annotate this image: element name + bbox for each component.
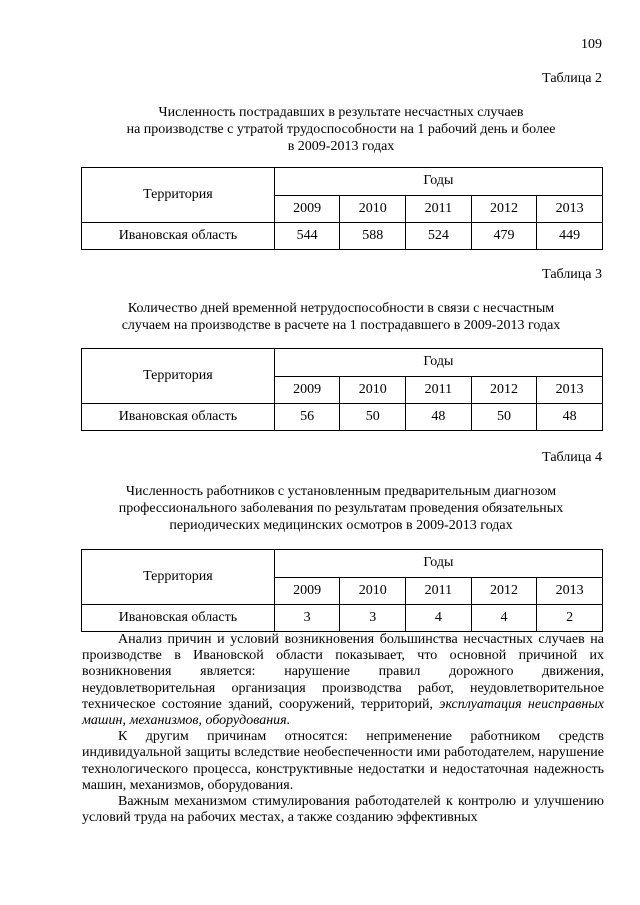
table-4-title-line: периодических медицинских осмотров в 2009-2013 годах: [169, 518, 513, 533]
value-cell: 544: [274, 223, 340, 250]
row-label: Ивановская область: [82, 223, 275, 250]
header-territory: Территория: [82, 168, 275, 223]
table-4-title: [78, 483, 604, 534]
table-row: [82, 223, 603, 250]
table-3-title-line: случаем на производстве в расчете на 1 пострадавшего в 2009-2013 годах: [121, 318, 561, 333]
value-cell: 479: [471, 223, 537, 250]
year-cell: 2009: [274, 195, 340, 223]
header-years: Годы: [274, 550, 602, 578]
value-cell: 48: [537, 404, 603, 431]
year-cell: 2011: [406, 376, 472, 404]
value-cell: 3: [340, 605, 406, 632]
value-cell: 4: [406, 605, 472, 632]
table-row: [82, 605, 603, 632]
paragraph-text: Анализ причин и условий возникновения большинства несчастных случаев на производстве в Ивановской области показывает, что основной причиной их возникновения является: нарушение правил дорожного движения, неудовлетворительная организация производства работ, неудовлетворительное техническое состояние зданий, сооружений, территорий,: [82, 632, 604, 712]
value-cell: 524: [406, 223, 472, 250]
year-cell: 2010: [340, 577, 406, 605]
table-4-title-line: Численность работников с установленным предварительным диагнозом: [125, 484, 557, 499]
year-cell: 2011: [406, 195, 472, 223]
year-cell: 2010: [340, 376, 406, 404]
table-2-title-line: Численность пострадавших в результате несчастных случаев: [158, 105, 524, 120]
table-3-title: [78, 300, 604, 334]
value-cell: 56: [274, 404, 340, 431]
value-cell: 3: [274, 605, 340, 632]
year-cell: 2013: [537, 195, 603, 223]
value-cell: 2: [537, 605, 603, 632]
year-cell: 2013: [537, 577, 603, 605]
table-2-label: Таблица 2: [542, 71, 602, 86]
row-label: Ивановская область: [82, 605, 275, 632]
table-2-title-line: в 2009-2013 годах: [287, 139, 395, 154]
table-2-title-line: на производстве с утратой трудоспособности на 1 рабочий день и более: [126, 122, 556, 137]
value-cell: 50: [471, 404, 537, 431]
table-4: [81, 549, 603, 632]
year-cell: 2012: [471, 376, 537, 404]
year-cell: 2012: [471, 195, 537, 223]
table-2: [81, 167, 603, 250]
year-cell: 2010: [340, 195, 406, 223]
value-cell: 588: [340, 223, 406, 250]
table-row: [82, 404, 603, 431]
year-cell: 2009: [274, 376, 340, 404]
paragraph-italic-text: эксплуатация неисправных машин, механизмов, оборудования.: [82, 696, 604, 729]
value-cell: 48: [406, 404, 472, 431]
year-cell: 2013: [537, 376, 603, 404]
header-territory: Территория: [82, 550, 275, 605]
value-cell: 50: [340, 404, 406, 431]
page-number: 109: [581, 37, 602, 52]
body-text: [82, 632, 604, 826]
table-3-title-line: Количество дней временной нетрудоспособности в связи с несчастным: [127, 301, 555, 316]
paragraph: К другим причинам относятся: неприменение работником средств индивидуальной защиты вследствие необеспеченности ими работодателем, нарушение технологического процесса, конструктивные недостатки и недостаточная надежность машин, механизмов, оборудования.: [82, 729, 604, 793]
table-3-label: Таблица 3: [542, 267, 602, 282]
year-cell: 2011: [406, 577, 472, 605]
table-4-label: Таблица 4: [542, 450, 602, 465]
header-years: Годы: [274, 168, 602, 196]
value-cell: 4: [471, 605, 537, 632]
header-territory: Территория: [82, 349, 275, 404]
table-3: [81, 348, 603, 431]
year-cell: 2012: [471, 577, 537, 605]
row-label: Ивановская область: [82, 404, 275, 431]
table-2-title: [78, 104, 604, 155]
header-years: Годы: [274, 349, 602, 377]
year-cell: 2009: [274, 577, 340, 605]
paragraph: Важным механизмом стимулирования работодателей к контролю и улучшению условий труда на рабочих местах, а также созданию эффективных: [82, 794, 604, 826]
value-cell: 449: [537, 223, 603, 250]
paragraph: [82, 632, 604, 729]
table-4-title-line: профессионального заболевания по результатам проведения обязательных: [118, 501, 564, 516]
